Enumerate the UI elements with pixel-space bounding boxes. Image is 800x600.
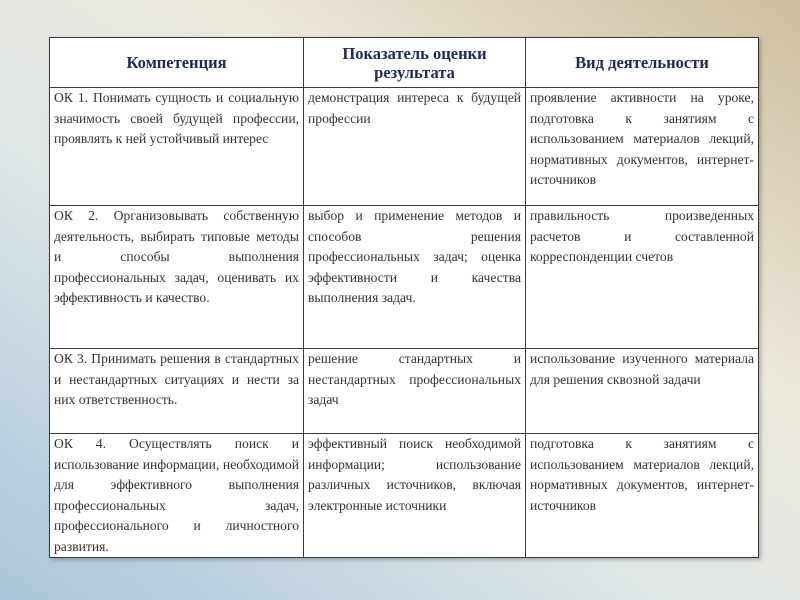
cell-indicator: выбор и применение методов и способов решения профессиональных задач; оценка эффективности и качества выполнения задач. <box>304 206 526 349</box>
header-activity: Вид деятельности <box>526 38 759 88</box>
cell-competency: ОК 1. Понимать сущность и социальную значимость своей будущей профессии, проявлять к ней устойчивый интерес <box>50 88 304 206</box>
table-row <box>50 206 759 349</box>
cell-competency: ОК 3. Принимать решения в стандартных и нестандартных ситуациях и нести за них ответственность. <box>50 349 304 434</box>
table-row <box>50 88 759 206</box>
competency-table <box>49 37 759 558</box>
cell-indicator: эффективный поиск необходимой информации; использование различных источников, включая электронные источники <box>304 434 526 558</box>
cell-activity: правильность произведенных расчетов и составленной корреспонденции счетов <box>526 206 759 349</box>
header-competency: Компетенция <box>50 38 304 88</box>
table-row <box>50 349 759 434</box>
header-indicator: Показатель оценки результата <box>304 38 526 88</box>
cell-competency: ОК 2. Организовывать собственную деятельность, выбирать типовые методы и способы выполнения профессиональных задач, оценивать их эффективность и качество. <box>50 206 304 349</box>
cell-activity: проявление активности на уроке, подготовка к занятиям с использованием материалов лекций, нормативных документов, интернет-источников <box>526 88 759 206</box>
table-header-row <box>50 38 759 88</box>
cell-activity: подготовка к занятиям с использованием материалов лекций, нормативных документов, интернет-источников <box>526 434 759 558</box>
cell-indicator: решение стандартных и нестандартных профессиональных задач <box>304 349 526 434</box>
cell-competency: ОК 4. Осуществлять поиск и использование информации, необходимой для эффективного выполнения профессиональных задач, профессионального и личностного развития. <box>50 434 304 558</box>
cell-activity: использование изученного материала для решения сквозной задачи <box>526 349 759 434</box>
cell-indicator: демонстрация интереса к будущей профессии <box>304 88 526 206</box>
table-row <box>50 434 759 558</box>
